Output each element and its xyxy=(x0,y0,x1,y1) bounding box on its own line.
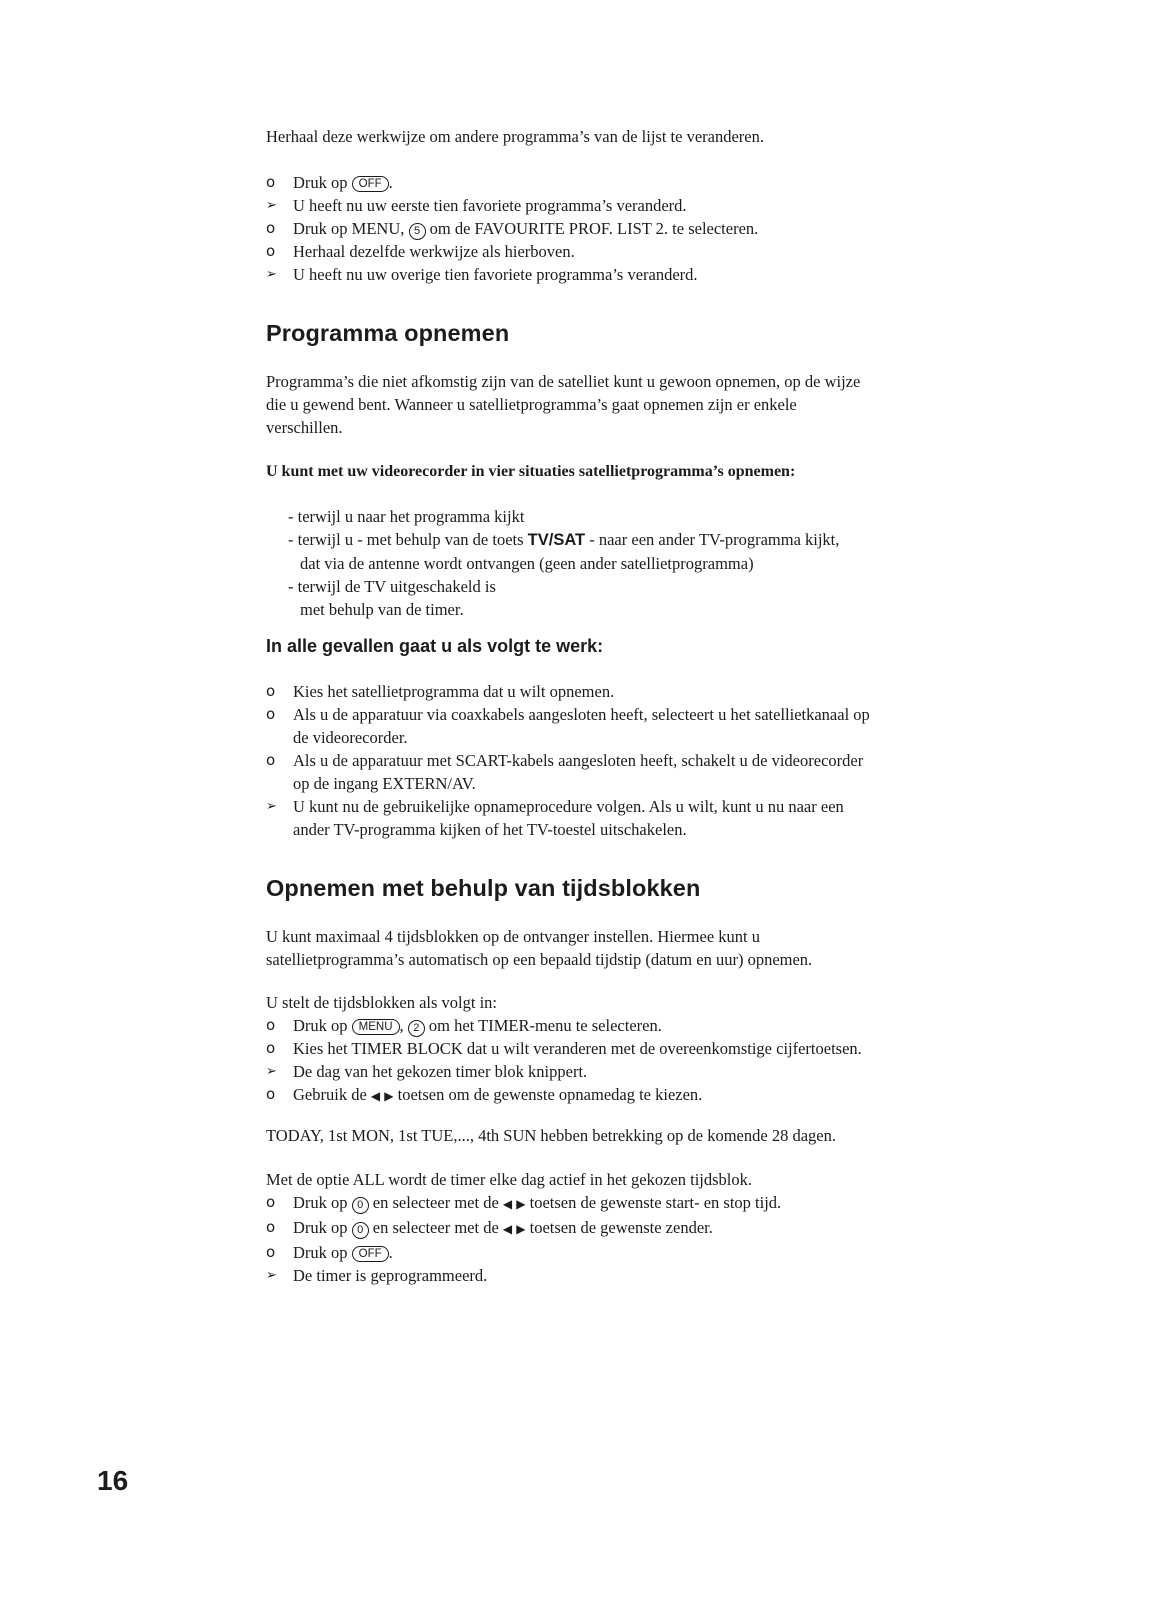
arrow-marker-icon: ➢ xyxy=(266,1064,277,1079)
subsection-title: In alle gevallen gaat u als volgt te werk: xyxy=(266,636,604,656)
step-item: o Druk op OFF . xyxy=(266,173,393,192)
number-0-key-icon: 0 xyxy=(352,1197,369,1214)
number-0-key-icon: 0 xyxy=(352,1222,369,1239)
section-heading xyxy=(266,320,916,347)
result-item: ➢ U heeft nu uw overige tien favoriete programma’s veranderd. xyxy=(266,265,698,284)
intro-text: Herhaal deze werkwijze om andere programma’s van de lijst te veranderen. xyxy=(266,127,764,146)
situation-item: - terwijl u naar het programma kijkt xyxy=(288,507,525,526)
step-item: o Druk op MENU, 5 om de FAVOURITE PROF. LIST 2. te selecteren. xyxy=(266,219,759,238)
arrow-marker-icon: ➢ xyxy=(266,799,277,814)
step-item: o Herhaal dezelfde werkwijze als hierboven. xyxy=(266,242,575,261)
step-item: o Kies het TIMER BLOCK dat u wilt veranderen met de overeenkomstige cijfertoetsen. xyxy=(266,1039,862,1058)
off-key-icon: OFF xyxy=(352,1246,389,1262)
section2-paragraph: U kunt maximaal 4 tijdsblokken op de ontvanger instellen. Hiermee kunt u satellietprogramma’s automatisch op een bepaald tijdstip (datum en uur) opnemen. xyxy=(266,927,813,969)
step-item: o Als u de apparatuur met SCART-kabels aangesloten heeft, schakelt u de videorecorder op de ingang EXTERN/AV. xyxy=(266,751,864,793)
step-item: o Druk op MENU , 2 om het TIMER-menu te selecteren. xyxy=(266,1016,662,1035)
section2-note: TODAY, 1st MON, 1st TUE,..., 4th SUN hebben betrekking op de komende 28 dagen. xyxy=(266,1126,836,1145)
left-arrow-icon: ◀ xyxy=(502,1222,513,1236)
section1-bold-line: U kunt met uw videorecorder in vier situaties satellietprogramma’s opnemen: xyxy=(266,463,796,480)
bullet-circle-icon: o xyxy=(266,1039,276,1057)
off-key-icon: OFF xyxy=(352,176,389,192)
section-heading xyxy=(266,875,916,902)
left-arrow-icon: ◀ xyxy=(502,1197,513,1211)
situation-item: - terwijl de TV uitgeschakeld is xyxy=(288,577,496,596)
bullet-circle-icon: o xyxy=(266,242,276,260)
bullet-circle-icon: o xyxy=(266,1218,276,1236)
section2-intro-line: U stelt de tijdsblokken als volgt in: xyxy=(266,993,497,1012)
situations-list xyxy=(266,505,916,621)
left-arrow-icon: ◀ xyxy=(370,1089,381,1103)
section2-steps xyxy=(266,991,916,1108)
section-title-programma-opnemen: Programma opnemen xyxy=(266,320,510,346)
arrow-marker-icon: ➢ xyxy=(266,1268,277,1283)
page-number: 16 xyxy=(97,1465,129,1496)
bullet-circle-icon: o xyxy=(266,219,276,237)
number-5-key-icon: 5 xyxy=(409,223,426,240)
step-item: o Druk op 0 en selecteer met de ◀ ▶ toetsen de gewenste zender. xyxy=(266,1218,713,1237)
arrow-marker-icon: ➢ xyxy=(266,267,277,282)
subsection-heading xyxy=(266,636,916,657)
situation-item-continued: dat via de antenne wordt ontvangen (geen ander satellietprogramma) xyxy=(300,554,754,573)
result-item: ➢ U kunt nu de gebruikelijke opnameprocedure volgen. Als u wilt, kunt u nu naar een ander TV-programma kijken of het TV-toestel uitschakelen. xyxy=(266,797,844,839)
situation-item-continued: met behulp van de timer. xyxy=(300,600,464,619)
result-item: ➢ De dag van het gekozen timer blok knippert. xyxy=(266,1062,588,1081)
section2-steps-2 xyxy=(266,1168,916,1287)
bullet-circle-icon: o xyxy=(266,682,276,700)
step-item: o Druk op OFF . xyxy=(266,1243,393,1262)
right-arrow-icon: ▶ xyxy=(384,1089,394,1103)
arrow-marker-icon: ➢ xyxy=(266,198,277,213)
bullet-circle-icon: o xyxy=(266,1085,276,1103)
section1-paragraph: Programma’s die niet afkomstig zijn van de satelliet kunt u gewoon opnemen, op de wijze die u gewend bent. Wanneer u satellietprogramma’s gaat opnemen zijn er enkele verschillen. xyxy=(266,372,861,437)
situation-item: - terwijl u - met behulp van de toets TV/SAT - naar een ander TV-programma kijkt, xyxy=(288,530,840,549)
step-item: o Druk op 0 en selecteer met de ◀ ▶ toetsen de gewenste start- en stop tijd. xyxy=(266,1193,782,1212)
result-item: ➢ De timer is geprogrammeerd. xyxy=(266,1266,488,1285)
bullet-circle-icon: o xyxy=(266,751,276,769)
section-title-tijdsblokken: Opnemen met behulp van tijdsblokken xyxy=(266,875,701,901)
bullet-circle-icon: o xyxy=(266,1016,276,1034)
section2-all-option-line: Met de optie ALL wordt de timer elke dag actief in het gekozen tijdsblok. xyxy=(266,1170,752,1189)
right-arrow-icon: ▶ xyxy=(516,1222,526,1236)
steps-list-2 xyxy=(266,680,916,841)
right-arrow-icon: ▶ xyxy=(516,1197,526,1211)
bullet-circle-icon: o xyxy=(266,1243,276,1261)
steps-list-1 xyxy=(266,171,916,286)
step-item: o Gebruik de ◀ ▶ toetsen om de gewenste opnamedag te kiezen. xyxy=(266,1085,703,1104)
bullet-circle-icon: o xyxy=(266,705,276,723)
result-item: ➢ U heeft nu uw eerste tien favoriete programma’s veranderd. xyxy=(266,196,687,215)
step-item: o Als u de apparatuur via coaxkabels aangesloten heeft, selecteert u het satellietkanaal op de videorecorder. xyxy=(266,705,870,747)
menu-key-icon: MENU xyxy=(352,1019,400,1035)
intro-paragraph xyxy=(266,125,916,148)
tv-sat-key-label: TV/SAT xyxy=(527,531,586,549)
bullet-circle-icon: o xyxy=(266,1193,276,1211)
number-2-key-icon: 2 xyxy=(408,1020,425,1037)
step-item: o Kies het satellietprogramma dat u wilt opnemen. xyxy=(266,682,615,701)
bullet-circle-icon: o xyxy=(266,173,276,191)
